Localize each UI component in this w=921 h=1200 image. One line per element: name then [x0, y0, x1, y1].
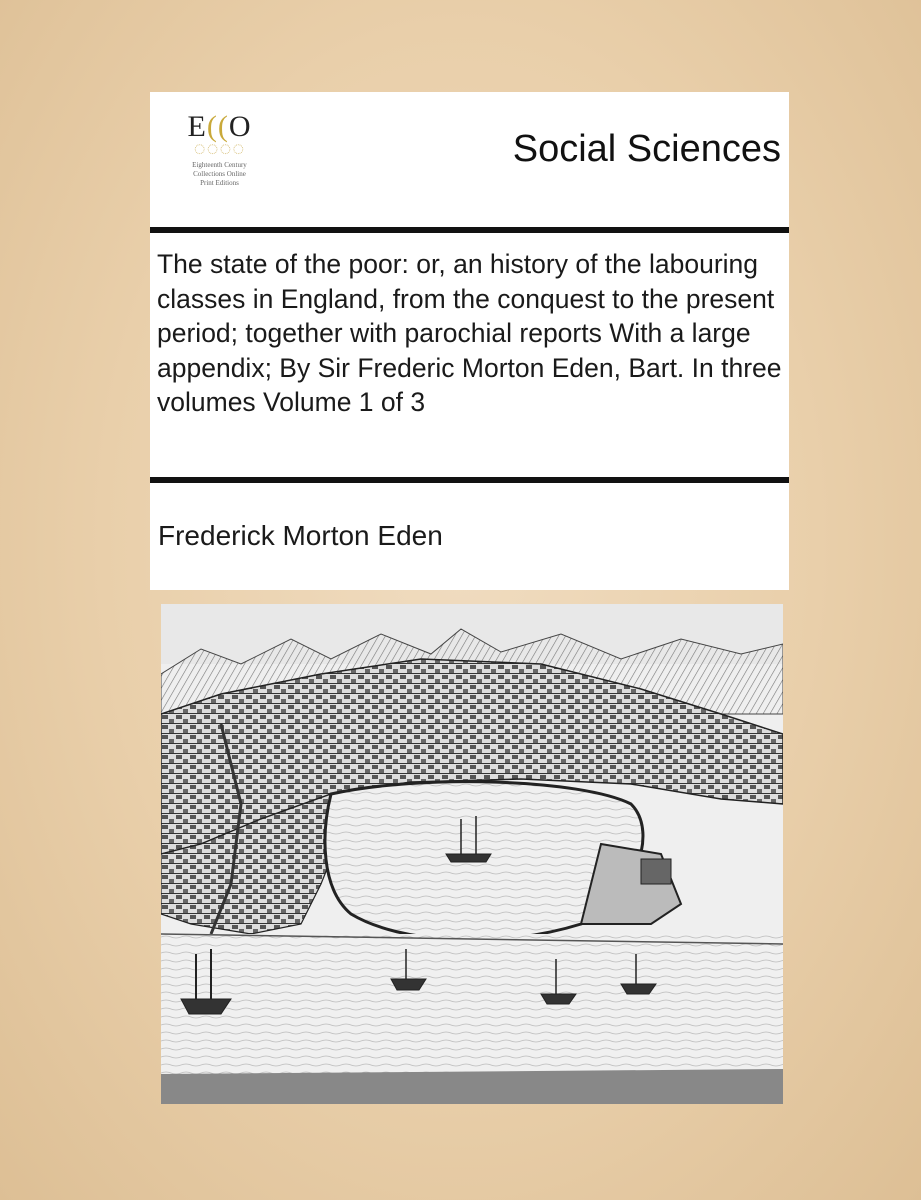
book-title: The state of the poor: or, an history of the labouring classes in England, from the conquest to the present period; together with parochial reports With a large appendix; By Sir Frederic Morton Eden, Bart. In three volumes Volume 1 of 3: [157, 249, 782, 417]
publisher-logo: [172, 110, 267, 188]
harbour-engraving: [161, 604, 783, 1104]
author-block: [150, 483, 789, 590]
book-author: Frederick Morton Eden: [158, 520, 443, 551]
title-block: [150, 233, 789, 477]
logo-subtitle-2: Collections Online: [193, 170, 246, 178]
series-title: Social Sciences: [512, 128, 781, 170]
logo-mark: E((O: [187, 110, 252, 143]
cover-header: [150, 92, 789, 227]
logo-subtitle-3: Print Editions: [200, 179, 239, 187]
logo-emblem-icon: ◌◌◌◌: [193, 138, 246, 160]
cover-illustration: [161, 604, 783, 1104]
logo-subtitle-1: Eighteenth Century: [192, 161, 247, 169]
